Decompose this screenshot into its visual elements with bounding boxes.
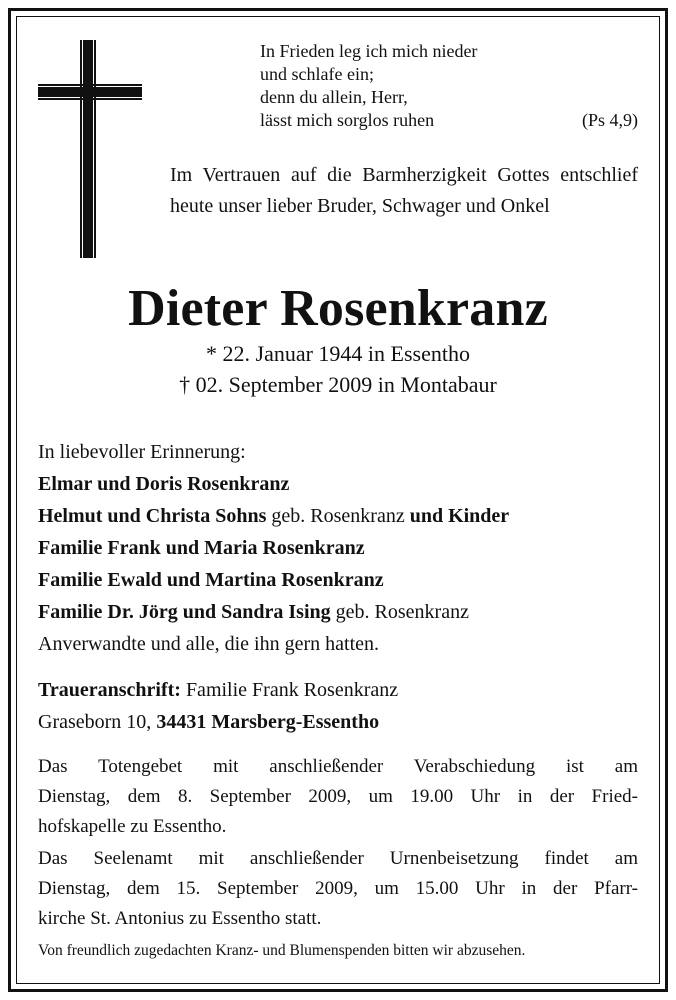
mourners-heading: In liebevoller Erinnerung: [38, 441, 246, 463]
footer-note: Von freundlich zugedachten Kranz- und Blumenspenden bitten wir abzusehen. [38, 942, 526, 959]
mourner-row [38, 500, 648, 532]
death-date: † 02. September 2009 in Montabaur [179, 372, 497, 397]
birth-date: * 22. Januar 1944 in Essentho [206, 341, 470, 366]
prayer-service-text [38, 752, 638, 842]
address-row [38, 706, 648, 738]
address-family: Familie Frank Rosenkranz [180, 679, 399, 701]
mourner-row: Familie Ewald und Martina Rosenkranz [38, 569, 384, 591]
psalm-last-line [260, 109, 638, 132]
psalm-reference: (Ps 4,9) [581, 110, 638, 130]
psalm-line: lässt mich sorglos ruhen [260, 110, 435, 130]
psalm-verse [260, 40, 638, 132]
mourner-suffix: und Kinder [409, 505, 510, 527]
text-line: Das Totengebet mit anschließender Verabschiedung ist am [38, 756, 638, 777]
requiem-service-text [38, 844, 638, 934]
mourner-row: Elmar und Doris Rosenkranz [38, 473, 290, 495]
mourners-list [38, 436, 648, 660]
mourner-geb: geb. Rosenkranz [330, 601, 469, 623]
text-line: Dienstag, dem 15. September 2009, um 15.00 Uhr in der Pfarr- [38, 878, 638, 899]
address-city: 34431 Marsberg-Essentho [156, 711, 380, 733]
address-street: Graseborn 10, [38, 711, 157, 733]
mourning-address [38, 674, 648, 738]
text-line: kirche St. Antonius zu Essentho statt. [38, 908, 322, 929]
address-label: Traueranschrift: [38, 679, 181, 701]
text-line: Dienstag, dem 8. September 2009, um 19.00 Uhr in der Fried- [38, 786, 638, 807]
mourners-closing: Anverwandte und alle, die ihn gern hatten. [38, 633, 379, 655]
text-line: hofskapelle zu Essentho. [38, 816, 227, 837]
mourner-name: Familie Dr. Jörg und Sandra Ising [38, 601, 331, 623]
address-row [38, 674, 648, 706]
mourner-row [38, 596, 648, 628]
cross-icon [34, 38, 144, 260]
psalm-line: denn du allein, Herr, [260, 87, 408, 107]
life-dates [0, 338, 676, 400]
mourner-name: Helmut und Christa Sohns [38, 505, 267, 527]
intro-text: Im Vertrauen auf die Barmherzigkeit Gottes entschlief heute unser lieber Bruder, Schwager und Onkel [170, 164, 638, 217]
mourner-row: Familie Frank und Maria Rosenkranz [38, 537, 365, 559]
text-line: Das Seelenamt mit anschließender Urnenbeisetzung findet am [38, 848, 638, 869]
deceased-name: Dieter Rosenkranz [128, 280, 548, 337]
psalm-line: und schlafe ein; [260, 64, 374, 84]
mourner-geb: geb. Rosenkranz [266, 505, 410, 527]
psalm-line: In Frieden leg ich mich nieder [260, 41, 478, 61]
